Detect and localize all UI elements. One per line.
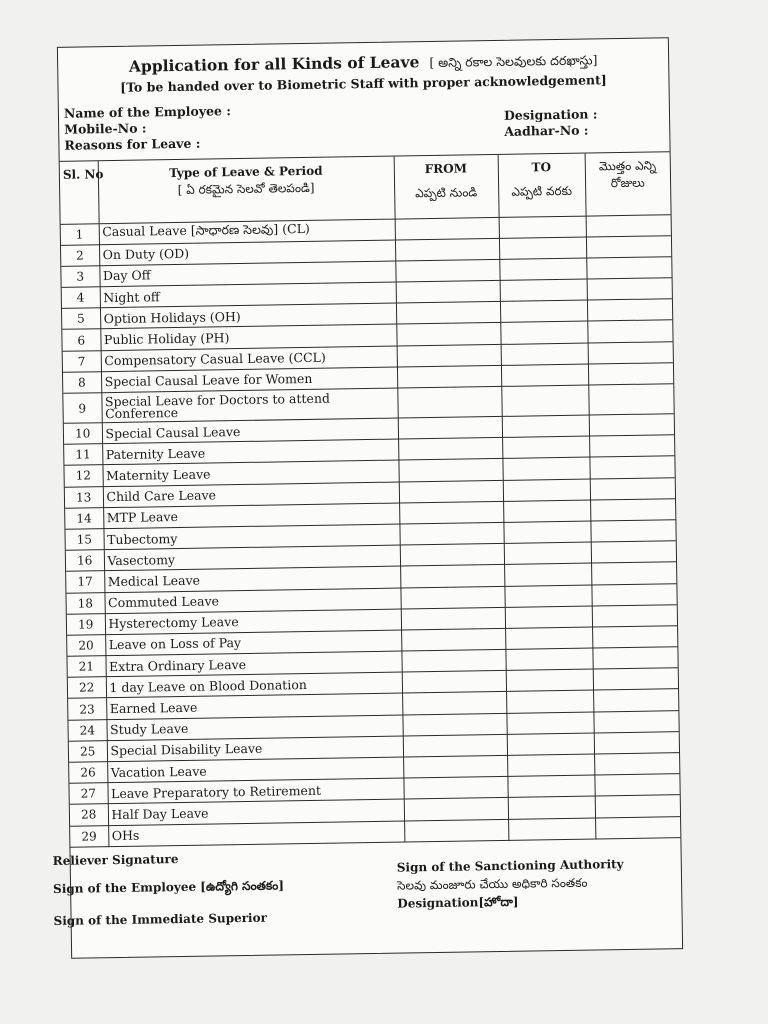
row-sl-no: 4: [62, 287, 100, 309]
row-total-days-cell[interactable]: [593, 710, 678, 733]
employee-name-label: Name of the Employee :: [63, 103, 232, 121]
title-english: Application for all Kinds of Leave: [128, 52, 420, 76]
row-from-cell[interactable]: [400, 565, 504, 588]
reasons-label: Reasons for Leave :: [64, 135, 201, 153]
row-leave-type: Hysterectomy Leave: [105, 609, 401, 635]
row-sl-no: 12: [64, 465, 102, 487]
row-total-days-cell[interactable]: [594, 753, 679, 776]
row-sl-no: 7: [63, 350, 101, 372]
row-sl-no: 3: [61, 266, 99, 288]
row-from-cell[interactable]: [396, 281, 500, 304]
row-from-cell[interactable]: [397, 386, 501, 418]
row-to-cell[interactable]: [499, 216, 586, 239]
row-to-cell[interactable]: [507, 733, 594, 756]
row-leave-type: OHs: [108, 821, 404, 847]
row-leave-type: Public Holiday (PH): [100, 325, 396, 351]
row-leave-type: Special Leave for Doctors to attend Conference: [101, 388, 397, 423]
row-from-cell[interactable]: [402, 713, 506, 736]
col-sl-no: Sl. No: [60, 161, 99, 224]
col-total-days: మొత్తం ఎన్ని రోజులు: [585, 152, 671, 215]
authority-designation-label: Designation[హోదా]: [397, 894, 519, 911]
sanctioning-authority-label: Sign of the Sanctioning Authority: [396, 856, 624, 875]
row-total-days-cell[interactable]: [591, 541, 676, 564]
aadhar-label: Aadhar-No :: [504, 122, 589, 139]
row-total-days-cell[interactable]: [593, 668, 678, 691]
row-to-cell[interactable]: [499, 237, 586, 260]
row-sl-no: 22: [68, 677, 106, 699]
row-total-days-cell[interactable]: [589, 414, 674, 437]
row-total-days-cell[interactable]: [588, 384, 673, 415]
row-leave-type: Special Disability Leave: [107, 736, 403, 762]
leave-application-form: [52, 37, 683, 959]
col-from-telugu: ఎప్పటి నుండి: [415, 185, 478, 201]
row-leave-type: Half Day Leave: [108, 799, 404, 825]
leave-rows: [61, 214, 681, 847]
row-from-cell[interactable]: [398, 438, 502, 461]
row-leave-type: Compensatory Casual Leave (CCL): [101, 346, 397, 372]
row-from-cell[interactable]: [400, 586, 504, 609]
row-total-days-cell[interactable]: [589, 435, 674, 458]
col-from: [394, 155, 499, 219]
row-from-cell[interactable]: [397, 344, 501, 367]
row-total-days-cell[interactable]: [590, 520, 675, 543]
row-to-cell[interactable]: [502, 436, 589, 459]
row-total-days-cell[interactable]: [594, 731, 679, 754]
mobile-label: Mobile-No :: [64, 120, 147, 137]
title-telugu: [ అన్ని రకాల సెలవులకు దరఖాస్తు]: [429, 52, 598, 71]
row-total-days-cell[interactable]: [588, 341, 673, 364]
row-to-cell[interactable]: [501, 385, 588, 416]
row-leave-type: Tubectomy: [103, 524, 399, 550]
row-sl-no: 2: [61, 244, 99, 266]
row-from-cell[interactable]: [399, 522, 503, 545]
row-from-cell[interactable]: [395, 217, 499, 240]
row-leave-type: Extra Ordinary Leave: [105, 651, 401, 677]
row-total-days-cell[interactable]: [591, 583, 676, 606]
row-sl-no: 23: [68, 698, 106, 720]
row-total-days-cell[interactable]: [590, 477, 675, 500]
col-type-english: Type of Leave & Period: [169, 163, 323, 181]
row-total-days-cell[interactable]: [586, 257, 671, 280]
row-sl-no: 15: [65, 529, 103, 551]
row-leave-type: Day Off: [99, 261, 395, 287]
form-subtitle: [To be handed over to Biometric Staff with proper acknowledgement]: [120, 72, 607, 95]
row-total-days-cell[interactable]: [592, 647, 677, 670]
row-leave-type: Paternity Leave: [102, 439, 398, 465]
row-from-cell[interactable]: [399, 480, 503, 503]
row-to-cell[interactable]: [503, 479, 590, 502]
row-total-days-cell[interactable]: [586, 214, 671, 237]
row-sl-no: 21: [67, 656, 105, 678]
row-total-days-cell[interactable]: [589, 456, 674, 479]
row-sl-no: 20: [67, 635, 105, 657]
row-from-cell[interactable]: [401, 649, 505, 672]
row-to-cell[interactable]: [504, 563, 591, 586]
row-leave-type: 1 day Leave on Blood Donation: [106, 672, 402, 698]
row-leave-type: Leave on Loss of Pay: [105, 630, 401, 656]
row-sl-no: 8: [63, 372, 101, 394]
col-to-telugu: ఎప్పటి వరకు: [511, 183, 573, 199]
row-to-cell[interactable]: [503, 500, 590, 523]
row-sl-no: 5: [62, 308, 100, 330]
row-to-cell[interactable]: [505, 627, 592, 650]
row-total-days-cell[interactable]: [586, 235, 671, 258]
row-from-cell[interactable]: [398, 416, 502, 439]
row-from-cell[interactable]: [400, 544, 504, 567]
row-sl-no: 10: [64, 423, 102, 445]
row-sl-no: 14: [65, 507, 103, 529]
row-from-cell[interactable]: [402, 671, 506, 694]
row-leave-type: MTP Leave: [103, 503, 399, 529]
row-to-cell[interactable]: [507, 775, 594, 798]
row-leave-type: Night off: [100, 282, 396, 308]
row-sl-no: 24: [68, 719, 106, 741]
row-to-cell[interactable]: [501, 364, 588, 387]
row-sl-no: 27: [69, 783, 107, 805]
row-leave-type: On Duty (OD): [99, 240, 395, 266]
row-leave-type: Commuted Leave: [104, 588, 400, 614]
row-sl-no: 1: [61, 223, 99, 245]
row-from-cell[interactable]: [403, 734, 507, 757]
row-to-cell[interactable]: [502, 415, 589, 438]
row-to-cell[interactable]: [505, 606, 592, 629]
row-leave-type: Study Leave: [106, 715, 402, 741]
row-sl-no: 16: [66, 550, 104, 572]
row-leave-type: Special Causal Leave: [102, 418, 398, 444]
form-header: [58, 38, 670, 162]
row-leave-type: Leave Preparatory to Retirement: [107, 778, 403, 804]
row-to-cell[interactable]: [503, 521, 590, 544]
row-total-days-cell[interactable]: [587, 320, 672, 343]
row-leave-type: Option Holidays (OH): [100, 303, 396, 329]
signature-section: [52, 838, 681, 948]
row-from-cell[interactable]: [401, 628, 505, 651]
row-from-cell[interactable]: [403, 777, 507, 800]
row-sl-no: 26: [69, 762, 107, 784]
row-leave-type: Vacation Leave: [107, 757, 403, 783]
row-from-cell[interactable]: [401, 607, 505, 630]
row-total-days-cell[interactable]: [595, 795, 680, 818]
row-to-cell[interactable]: [504, 585, 591, 608]
row-sl-no: 11: [64, 444, 102, 466]
leave-table: [60, 152, 681, 847]
row-leave-type: Child Care Leave: [103, 482, 399, 508]
row-sl-no: 18: [66, 592, 104, 614]
row-total-days-cell[interactable]: [592, 604, 677, 627]
row-to-cell[interactable]: [500, 322, 587, 345]
row-from-cell[interactable]: [397, 365, 501, 388]
row-leave-type: Special Causal Leave for Women: [101, 367, 397, 393]
sanctioning-authority-telugu: సెలవు మంజూరు చేయు అధికారి సంతకం: [396, 875, 588, 893]
row-sl-no: 25: [69, 740, 107, 762]
col-to: [498, 154, 586, 217]
row-leave-type: Earned Leave: [106, 693, 402, 719]
row-total-days-cell[interactable]: [595, 816, 680, 839]
row-sl-no: 6: [62, 329, 100, 351]
row-to-cell[interactable]: [499, 258, 586, 281]
row-sl-no: 13: [65, 486, 103, 508]
row-to-cell[interactable]: [507, 754, 594, 777]
row-to-cell[interactable]: [500, 300, 587, 323]
row-from-cell[interactable]: [398, 459, 502, 482]
row-to-cell[interactable]: [506, 712, 593, 735]
row-to-cell[interactable]: [508, 796, 595, 819]
superior-signature-label: Sign of the Immediate Superior: [53, 910, 267, 928]
row-to-cell[interactable]: [502, 457, 589, 480]
reliever-signature-label: Reliever Signature: [52, 851, 179, 868]
row-from-cell[interactable]: [396, 302, 500, 325]
row-to-cell[interactable]: [508, 818, 595, 841]
col-type-telugu: [ ఏ రకమైన సెలవో తెలపండి]: [177, 180, 315, 197]
col-from-english: FROM: [424, 161, 468, 177]
row-sl-no: 9: [63, 393, 101, 424]
row-to-cell[interactable]: [501, 343, 588, 366]
row-sl-no: 19: [67, 613, 105, 635]
row-total-days-cell[interactable]: [587, 299, 672, 322]
designation-label: Designation :: [503, 106, 598, 123]
row-leave-type: Maternity Leave: [102, 460, 398, 486]
row-total-days-cell[interactable]: [592, 626, 677, 649]
row-total-days-cell[interactable]: [588, 363, 673, 386]
row-to-cell[interactable]: [506, 690, 593, 713]
row-sl-no: 28: [70, 804, 108, 826]
row-total-days-cell[interactable]: [594, 774, 679, 797]
table-header-row: [60, 152, 671, 224]
row-leave-type: Casual Leave [సాధారణ సెలవు] (CL): [99, 219, 395, 245]
row-total-days-cell[interactable]: [587, 278, 672, 301]
row-leave-type: Medical Leave: [104, 566, 400, 592]
row-from-cell[interactable]: [402, 692, 506, 715]
row-from-cell[interactable]: [395, 259, 499, 282]
row-sl-no: 29: [70, 825, 108, 847]
row-total-days-cell[interactable]: [591, 562, 676, 585]
row-from-cell[interactable]: [396, 323, 500, 346]
row-from-cell[interactable]: [399, 501, 503, 524]
row-sl-no: 17: [66, 571, 104, 593]
row-to-cell[interactable]: [505, 648, 592, 671]
row-to-cell[interactable]: [500, 279, 587, 302]
row-leave-type: Vasectomy: [104, 545, 400, 571]
row-total-days-cell[interactable]: [590, 498, 675, 521]
row-to-cell[interactable]: [506, 669, 593, 692]
row-total-days-cell[interactable]: [593, 689, 678, 712]
row-to-cell[interactable]: [504, 542, 591, 565]
col-type: [98, 157, 395, 224]
row-from-cell[interactable]: [404, 819, 508, 842]
employee-signature-label: Sign of the Employee [ఉద్యోగి సంతకం]: [52, 878, 285, 896]
row-from-cell[interactable]: [403, 755, 507, 778]
row-from-cell[interactable]: [395, 238, 499, 261]
col-to-english: TO: [531, 160, 552, 175]
row-from-cell[interactable]: [404, 798, 508, 821]
